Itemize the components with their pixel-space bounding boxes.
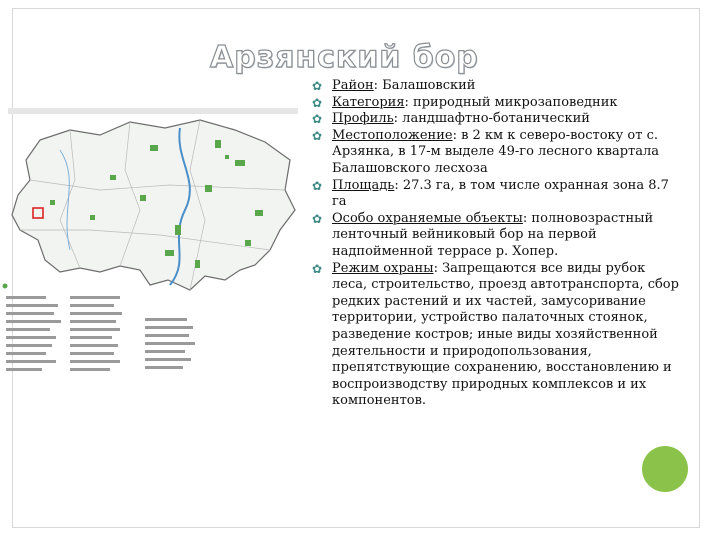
region-map-image [0, 100, 305, 385]
info-list [312, 78, 684, 410]
flower-bullet-icon: ✿ [312, 95, 323, 110]
item-label: Особо охраняемые объекты [332, 210, 523, 226]
flower-bullet-icon: ✿ [312, 128, 323, 143]
item-label: Профиль [332, 111, 394, 127]
list-item [312, 261, 684, 410]
item-text: : Балашовский [373, 78, 476, 93]
item-text: : ландшафтно-ботанический [393, 111, 590, 127]
item-text: : в 2 км к северо-востоку от с. Арзянка, в 17-м выделе 49-го лесного квартала Балашовского лесхоза [332, 127, 660, 176]
flower-bullet-icon: ✿ [312, 261, 323, 276]
list-item [312, 78, 684, 95]
list-item [312, 128, 684, 178]
flower-bullet-icon: ✿ [312, 178, 323, 193]
list-item [312, 111, 684, 128]
item-text: : Запрещаются все виды рубок леса, строительство, проезд автотранспорта, сбор редких растений и их частей, замусоривание территории, устройство палаточных стоянок, разведение костров; иные виды хозяйственной деятельности и природопользования, препятствующие сохранению, восстановлению и воспроизводству природных комплексов и их компонентов. [332, 260, 679, 409]
item-label: Категория [332, 94, 405, 110]
list-item [312, 95, 684, 112]
flower-bullet-icon: ✿ [312, 211, 323, 226]
slide-title: Арзянский бор [210, 40, 479, 75]
item-label: Местоположение [332, 127, 453, 143]
item-text: : полновозрастный ленточный вейниковый бор на первой надпойменной террасе р. Хопер. [332, 210, 654, 259]
flower-bullet-icon: ✿ [312, 79, 323, 93]
item-text: : природный микрозаповедник [404, 94, 618, 110]
list-item [312, 211, 684, 261]
item-label: Район [332, 78, 374, 93]
item-label: Режим охраны [332, 260, 434, 276]
decorative-circle [642, 446, 688, 492]
item-text: : 27.3 га, в том числе охранная зона 8.7 га [332, 177, 669, 210]
item-label: Площадь [332, 177, 395, 193]
flower-bullet-icon: ✿ [312, 112, 323, 127]
list-item [312, 178, 684, 211]
